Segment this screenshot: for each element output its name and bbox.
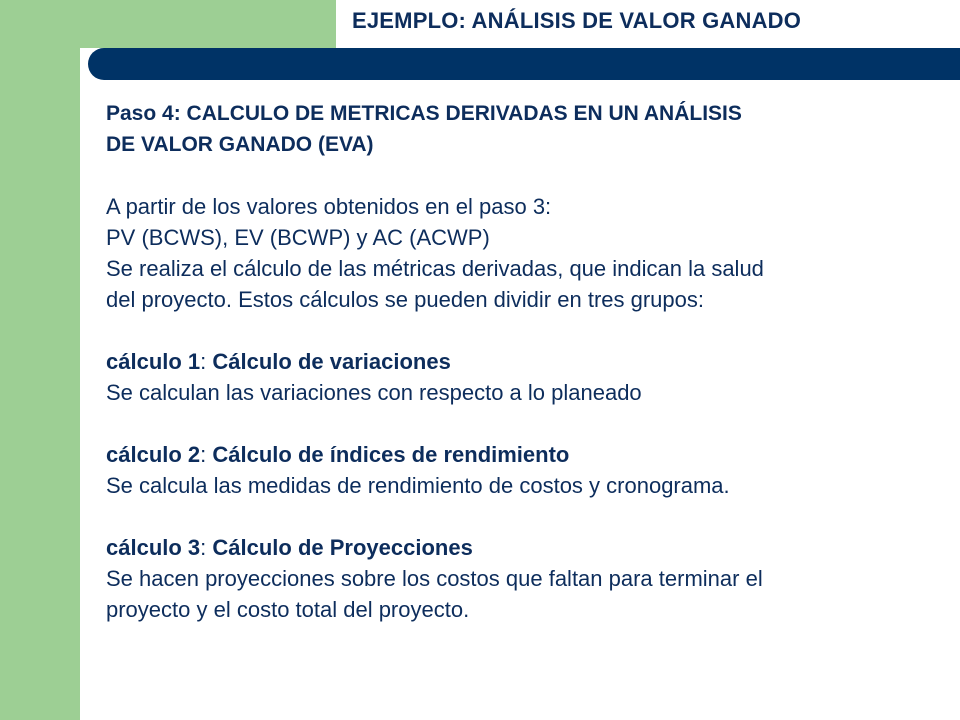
calc-1-name: Cálculo de variaciones: [212, 349, 451, 374]
intro-line-4: del proyecto. Estos cálculos se pueden dividir en tres grupos:: [106, 287, 704, 312]
calc-3-heading: [106, 532, 926, 563]
calc-2-name: Cálculo de índices de rendimiento: [212, 442, 570, 467]
spacer: [106, 408, 926, 439]
slide-title: EJEMPLO: ANÁLISIS DE VALOR GANADO: [352, 8, 802, 33]
calc-1-description: Se calculan las variaciones con respecto a lo planeado: [106, 380, 642, 405]
calc-3-description-line-2: proyecto y el costo total del proyecto.: [106, 597, 470, 622]
calc-1-label: cálculo 1: [106, 349, 201, 374]
spacer: [106, 501, 926, 532]
calc-1-heading: [106, 346, 926, 377]
calc-3-separator: :: [200, 535, 213, 560]
calc-2-label: cálculo 2: [106, 442, 201, 467]
header-band: [88, 48, 960, 80]
step-heading-line-1: Paso 4: CALCULO DE METRICAS DERIVADAS EN UN ANÁLISIS: [106, 102, 742, 125]
calc-1-separator: :: [200, 349, 213, 374]
calc-2-separator: :: [200, 442, 213, 467]
step-heading-line-2: DE VALOR GANADO (EVA): [106, 133, 374, 156]
left-accent-bar: [0, 0, 80, 720]
calc-2-heading: [106, 439, 926, 470]
calc-2-description: Se calcula las medidas de rendimiento de costos y cronograma.: [106, 473, 730, 498]
calc-3-label: cálculo 3: [106, 535, 201, 560]
spacer: [106, 315, 926, 346]
intro-line-3: Se realiza el cálculo de las métricas derivadas, que indican la salud: [106, 256, 764, 281]
top-accent-block: [80, 0, 336, 48]
slide-body: [106, 98, 926, 625]
calc-3-description-line-1: Se hacen proyecciones sobre los costos que faltan para terminar el: [106, 566, 763, 591]
intro-line-1: A partir de los valores obtenidos en el paso 3:: [106, 194, 552, 219]
intro-line-2: PV (BCWS), EV (BCWP) y AC (ACWP): [106, 225, 490, 250]
spacer: [106, 160, 926, 191]
calc-3-name: Cálculo de Proyecciones: [212, 535, 473, 560]
